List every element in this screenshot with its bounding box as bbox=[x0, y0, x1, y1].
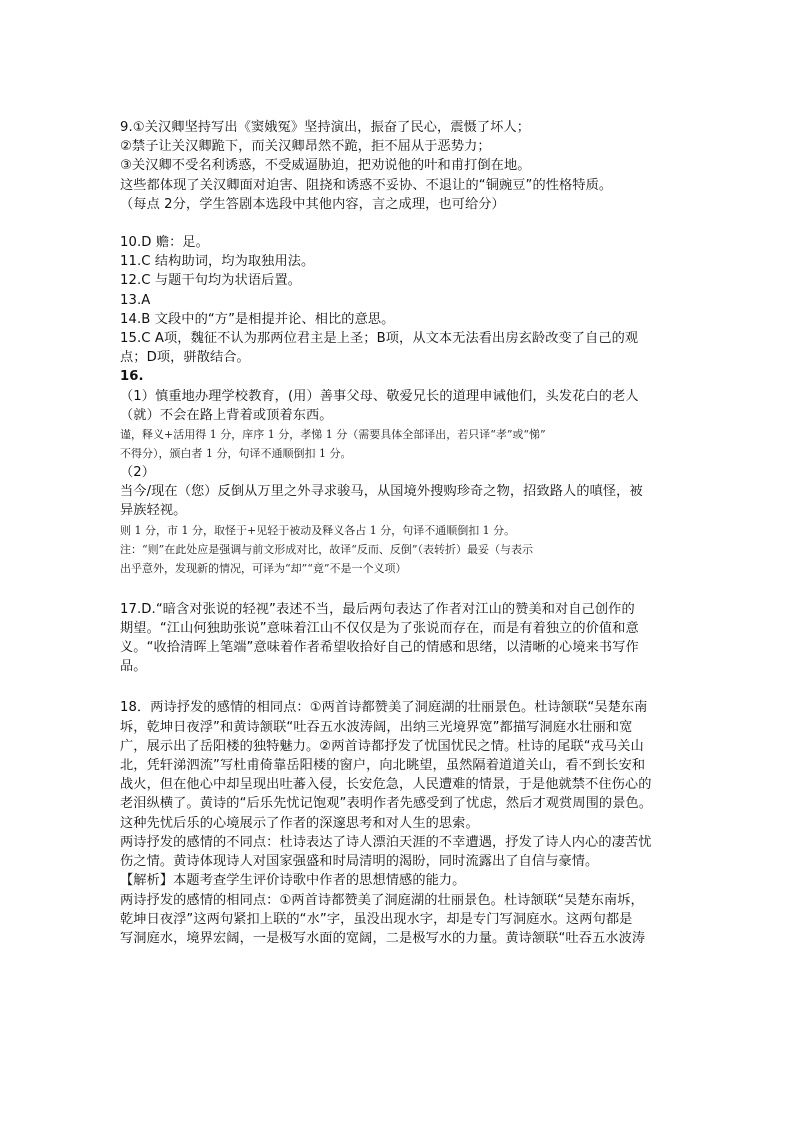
text-line: 这些都体现了关汉卿面对迫害、阻挠和诱惑不妥协、不退让的“铜豌豆”的性格特质。 bbox=[120, 177, 613, 193]
text-line: 14.B 文段中的“方”是相提并论、相比的意思。 bbox=[120, 311, 395, 327]
text-line: 品。 bbox=[120, 659, 147, 675]
text-line: 这种先忧后乐的心境展示了作者的深邃思考和对人生的思索。 bbox=[120, 815, 479, 831]
text-line: 异族轻视。 bbox=[120, 503, 187, 519]
text-line: 广，展示出了岳阳楼的独特魅力。②两首诗都抒发了忧国忧民之情。杜诗的尾联“戎马关山 bbox=[120, 738, 644, 754]
text-line: 15.C A项，魏征不认为那两位君主是上圣；B项，从文本无法看出房玄龄改变了自己的观 bbox=[120, 331, 639, 347]
text-line: 18．两诗抒发的感情的相同点：①两首诗都赞美了洞庭湖的壮丽景色。杜诗颔联“吴楚东南 bbox=[120, 700, 648, 716]
answer-q16 bbox=[120, 367, 680, 577]
answer-key-document bbox=[120, 118, 680, 948]
text-line: 11.C 结构助词，均为取独用法。 bbox=[120, 254, 315, 270]
text-line: （1）慎重地办理学校教育，(用）善事父母、敬爱兄长的道理申诫他们，头发花白的老人 bbox=[120, 388, 639, 404]
answer-q17 bbox=[120, 600, 680, 677]
text-line: 12.C 与题干句均为状语后置。 bbox=[120, 273, 302, 289]
text-line: 伤之情。黄诗体现诗人对国家强盛和时局清明的渴盼，同时流露出了自信与豪情。 bbox=[120, 854, 599, 870]
text-line: 17.D.“暗含对张说的轻视”表述不当，最后两句表达了作者对江山的赞美和对自己创作的 bbox=[120, 601, 635, 617]
text-line: 战火，但在他心中却呈现出吐蕃入侵，长安危急，人民遭难的情景，于是他就禁不住伤心的 bbox=[120, 777, 652, 793]
text-line: 北，凭轩涕泗流”写杜甫倚靠岳阳楼的窗户，向北眺望，虽然隔着道道关山，看不到长安和 bbox=[120, 758, 646, 774]
text-line: 当今/现在（您）反倒从万里之外寻求骏马，从国境外搜购珍奇之物，招致路人的嗔怪，被 bbox=[120, 484, 643, 500]
text-line: 乾坤日夜浮”这两句紧扣上联的“水”字，虽没出现水字，却是专门写洞庭水。这两句都是 bbox=[120, 911, 633, 927]
text-line: 义。“收拾清晖上笔端”意味着作者希望收拾好自己的情感和思绪，以清晰的心境来书写作 bbox=[120, 640, 639, 656]
text-line: 9.①关汉卿坚持写出《窦娥冤》坚持演出，振奋了民心，震慑了坏人； bbox=[120, 120, 531, 135]
text-line: 老泪纵横了。黄诗的“后乐先忧记饱观”表明作者先感受到了忧虑，然后才观赏周围的景色。 bbox=[120, 796, 653, 812]
spacer bbox=[120, 676, 680, 698]
text-line: ②禁子让关汉卿跪下，而关汉卿昂然不跪，拒不屈从于恶势力； bbox=[120, 139, 491, 155]
text-line: 期望。“江山何独助张说”意味着江山不仅仅是为了张说而存在，而是有着独立的价值和意 bbox=[120, 620, 639, 636]
spacer bbox=[120, 578, 680, 600]
analysis-heading: 【解析】本题考查学生评价诗歌中作者的思想情感的能力。 bbox=[120, 873, 466, 889]
text-line: ③关汉卿不受名利诱惑，不受威逼胁迫，把劝说他的叶和甫打倒在地。 bbox=[120, 158, 531, 174]
text-line: （就）不会在路上背着或顶着东西。 bbox=[120, 407, 333, 423]
text-line: （每点 2分，学生答剧本选段中其他内容，言之成理，也可给分） bbox=[120, 196, 505, 212]
text-line: 10.D 赡：足。 bbox=[120, 235, 209, 251]
text-line: 写洞庭水，境界宏阔，一是极写水面的宽阔，二是极写水的力量。黄诗颔联“吐吞五水波涛 bbox=[120, 930, 646, 946]
sub-question-label: （2） bbox=[120, 465, 156, 481]
answers-q10-q15 bbox=[120, 233, 680, 367]
text-line: 两诗抒发的感情的不同点：杜诗表达了诗人漂泊天涯的不幸遭遇，抒发了诗人内心的凄苦忧 bbox=[120, 834, 652, 850]
question-number: 16. bbox=[120, 369, 144, 385]
scoring-note: 不得分），颁白者 1 分，句译不通顺倒扣 1 分。 bbox=[120, 447, 352, 461]
text-line: 坼，乾坤日夜浮”和黄诗颔联“吐吞五水波涛阔，出纳三光境界宽”都描写洞庭水壮丽和宽 bbox=[120, 719, 633, 735]
answer-q18 bbox=[120, 698, 680, 948]
spacer bbox=[120, 214, 680, 233]
scoring-note: 出乎意外，发现新的情况，可译为“却”“竟”不是一个义项） bbox=[120, 561, 407, 575]
text-line: 两诗抒发的感情的相同点：①两首诗都赞美了洞庭湖的壮丽景色。杜诗颔联“吴楚东南坼， bbox=[120, 892, 644, 908]
scoring-note: 谨，释义+活用得 1 分，庠序 1 分，孝悌 1 分（需要具体全部译出，若只译“孝”或“悌” bbox=[120, 428, 546, 442]
text-line: 点；D项，骈散结合。 bbox=[120, 350, 250, 366]
answer-q9 bbox=[120, 118, 680, 214]
scoring-note: 注：“则”在此处应是强调与前文形成对比，故译“反而、反倒”（表转折）最妥（与表示 bbox=[120, 542, 533, 556]
text-line: 13.A bbox=[120, 292, 151, 308]
scoring-note: 则 1 分，市 1 分，取怪于+见轻于被动及释义各占 1 分，句译不通顺倒扣 1 分。 bbox=[120, 523, 516, 537]
